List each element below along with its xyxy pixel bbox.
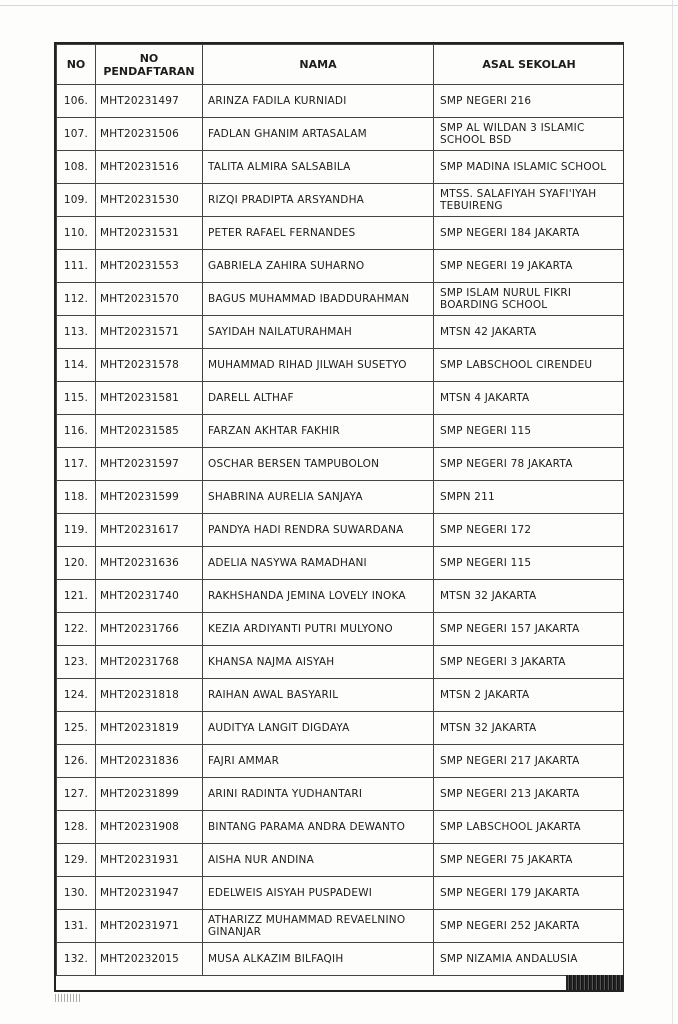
row-number: 116. (57, 415, 96, 448)
table-row (57, 514, 625, 547)
row-number: 126. (57, 745, 96, 778)
table-row (57, 382, 625, 415)
registration-number: MHT20231908 (96, 811, 203, 844)
row-number: 130. (57, 877, 96, 910)
registration-number: MHT20231971 (96, 910, 203, 943)
student-name: BAGUS MUHAMMAD IBADDURAHMAN (203, 283, 434, 316)
row-number: 111. (57, 250, 96, 283)
student-name: RAKHSHANDA JEMINA LOVELY INOKA (203, 580, 434, 613)
school-origin: SMP NEGERI 213 JAKARTA (434, 778, 625, 811)
school-origin: SMP NEGERI 179 JAKARTA (434, 877, 625, 910)
row-number: 122. (57, 613, 96, 646)
table-row (57, 844, 625, 877)
student-name: BINTANG PARAMA ANDRA DEWANTO (203, 811, 434, 844)
registration-number: MHT20231571 (96, 316, 203, 349)
row-number: 119. (57, 514, 96, 547)
header-registration-number: NO PENDAFTARAN (96, 45, 203, 85)
row-number: 110. (57, 217, 96, 250)
school-origin: SMP MADINA ISLAMIC SCHOOL (434, 151, 625, 184)
row-number: 115. (57, 382, 96, 415)
table-row (57, 151, 625, 184)
registration-number: MHT20231818 (96, 679, 203, 712)
student-name: RAIHAN AWAL BASYARIL (203, 679, 434, 712)
table-body (57, 85, 625, 976)
student-name: ADELIA NASYWA RAMADHANI (203, 547, 434, 580)
table-row (57, 250, 625, 283)
registration-number: MHT20231530 (96, 184, 203, 217)
header-name: NAMA (203, 45, 434, 85)
header-no: NO (57, 45, 96, 85)
student-name: TALITA ALMIRA SALSABILA (203, 151, 434, 184)
table-row (57, 745, 625, 778)
student-name: ARINZA FADILA KURNIADI (203, 85, 434, 118)
school-origin: MTSN 32 JAKARTA (434, 712, 625, 745)
registration-number: MHT20231585 (96, 415, 203, 448)
student-name: KEZIA ARDIYANTI PUTRI MULYONO (203, 613, 434, 646)
student-name: OSCHAR BERSEN TAMPUBOLON (203, 448, 434, 481)
school-origin: SMP NEGERI 19 JAKARTA (434, 250, 625, 283)
table-row (57, 349, 625, 382)
school-origin: SMP NEGERI 115 (434, 547, 625, 580)
table-row (57, 943, 625, 976)
table-row (57, 910, 625, 943)
table-row (57, 547, 625, 580)
table-row (57, 646, 625, 679)
table-row (57, 778, 625, 811)
student-name: SAYIDAH NAILATURAHMAH (203, 316, 434, 349)
school-origin: MTSN 4 JAKARTA (434, 382, 625, 415)
student-name: DARELL ALTHAF (203, 382, 434, 415)
row-number: 123. (57, 646, 96, 679)
school-origin: SMP NEGERI 172 (434, 514, 625, 547)
school-origin: SMP ISLAM NURUL FIKRI BOARDING SCHOOL (434, 283, 625, 316)
row-number: 129. (57, 844, 96, 877)
student-name: MUHAMMAD RIHAD JILWAH SUSETYO (203, 349, 434, 382)
student-name: AISHA NUR ANDINA (203, 844, 434, 877)
row-number: 127. (57, 778, 96, 811)
school-origin: SMPN 211 (434, 481, 625, 514)
student-name: RIZQI PRADIPTA ARSYANDHA (203, 184, 434, 217)
row-number: 132. (57, 943, 96, 976)
row-number: 121. (57, 580, 96, 613)
school-origin: MTSN 2 JAKARTA (434, 679, 625, 712)
table-row (57, 118, 625, 151)
school-origin: SMP NEGERI 3 JAKARTA (434, 646, 625, 679)
registration-number: MHT20231636 (96, 547, 203, 580)
page-right-edge (672, 0, 673, 1024)
student-name: FARZAN AKHTAR FAKHIR (203, 415, 434, 448)
table-row (57, 283, 625, 316)
scan-artifact-bar (566, 975, 624, 990)
school-origin: SMP NEGERI 216 (434, 85, 625, 118)
registration-number: MHT20231931 (96, 844, 203, 877)
school-origin: SMP NIZAMIA ANDALUSIA (434, 943, 625, 976)
school-origin: SMP NEGERI 184 JAKARTA (434, 217, 625, 250)
row-number: 107. (57, 118, 96, 151)
row-number: 118. (57, 481, 96, 514)
row-number: 120. (57, 547, 96, 580)
table-row (57, 217, 625, 250)
table-header-row (57, 45, 625, 85)
school-origin: MTSS. SALAFIYAH SYAFI'IYAH TEBUIRENG (434, 184, 625, 217)
table-row (57, 316, 625, 349)
table-row (57, 679, 625, 712)
student-name: GABRIELA ZAHIRA SUHARNO (203, 250, 434, 283)
table-row (57, 613, 625, 646)
registration-number: MHT20231570 (96, 283, 203, 316)
registration-number: MHT20231599 (96, 481, 203, 514)
table-row (57, 811, 625, 844)
student-name: AUDITYA LANGIT DIGDAYA (203, 712, 434, 745)
student-name: ATHARIZZ MUHAMMAD REVAELNINO GINANJAR (203, 910, 434, 943)
school-origin: SMP AL WILDAN 3 ISLAMIC SCHOOL BSD (434, 118, 625, 151)
table-row (57, 85, 625, 118)
table-row (57, 184, 625, 217)
student-name: MUSA ALKAZIM BILFAQIH (203, 943, 434, 976)
registration-number: MHT20232015 (96, 943, 203, 976)
row-number: 124. (57, 679, 96, 712)
school-origin: SMP NEGERI 115 (434, 415, 625, 448)
page-top-edge (0, 5, 678, 6)
registration-number: MHT20231516 (96, 151, 203, 184)
registration-number: MHT20231581 (96, 382, 203, 415)
student-table (56, 44, 624, 976)
row-number: 114. (57, 349, 96, 382)
registration-number: MHT20231578 (96, 349, 203, 382)
school-origin: SMP NEGERI 217 JAKARTA (434, 745, 625, 778)
scan-artifact-mark (55, 994, 81, 1002)
registration-number: MHT20231947 (96, 877, 203, 910)
row-number: 106. (57, 85, 96, 118)
table-row (57, 877, 625, 910)
registration-number: MHT20231768 (96, 646, 203, 679)
registration-number: MHT20231597 (96, 448, 203, 481)
table-row (57, 481, 625, 514)
table-row (57, 415, 625, 448)
registration-number: MHT20231899 (96, 778, 203, 811)
registration-number: MHT20231740 (96, 580, 203, 613)
school-origin: SMP LABSCHOOL CIRENDEU (434, 349, 625, 382)
student-list-sheet (54, 42, 624, 992)
row-number: 112. (57, 283, 96, 316)
student-name: FAJRI AMMAR (203, 745, 434, 778)
school-origin: SMP LABSCHOOL JAKARTA (434, 811, 625, 844)
row-number: 117. (57, 448, 96, 481)
registration-number: MHT20231819 (96, 712, 203, 745)
table-row (57, 580, 625, 613)
table-row (57, 712, 625, 745)
student-name: PETER RAFAEL FERNANDES (203, 217, 434, 250)
school-origin: MTSN 42 JAKARTA (434, 316, 625, 349)
row-number: 128. (57, 811, 96, 844)
school-origin: SMP NEGERI 75 JAKARTA (434, 844, 625, 877)
registration-number: MHT20231553 (96, 250, 203, 283)
school-origin: MTSN 32 JAKARTA (434, 580, 625, 613)
student-name: SHABRINA AURELIA SANJAYA (203, 481, 434, 514)
student-name: ARINI RADINTA YUDHANTARI (203, 778, 434, 811)
row-number: 131. (57, 910, 96, 943)
school-origin: SMP NEGERI 252 JAKARTA (434, 910, 625, 943)
row-number: 109. (57, 184, 96, 217)
row-number: 113. (57, 316, 96, 349)
header-school-origin: ASAL SEKOLAH (434, 45, 625, 85)
student-name: FADLAN GHANIM ARTASALAM (203, 118, 434, 151)
table-row (57, 448, 625, 481)
row-number: 108. (57, 151, 96, 184)
student-name: KHANSA NAJMA AISYAH (203, 646, 434, 679)
registration-number: MHT20231497 (96, 85, 203, 118)
registration-number: MHT20231531 (96, 217, 203, 250)
student-name: PANDYA HADI RENDRA SUWARDANA (203, 514, 434, 547)
student-name: EDELWEIS AISYAH PUSPADEWI (203, 877, 434, 910)
school-origin: SMP NEGERI 78 JAKARTA (434, 448, 625, 481)
registration-number: MHT20231617 (96, 514, 203, 547)
row-number: 125. (57, 712, 96, 745)
registration-number: MHT20231766 (96, 613, 203, 646)
registration-number: MHT20231836 (96, 745, 203, 778)
registration-number: MHT20231506 (96, 118, 203, 151)
school-origin: SMP NEGERI 157 JAKARTA (434, 613, 625, 646)
